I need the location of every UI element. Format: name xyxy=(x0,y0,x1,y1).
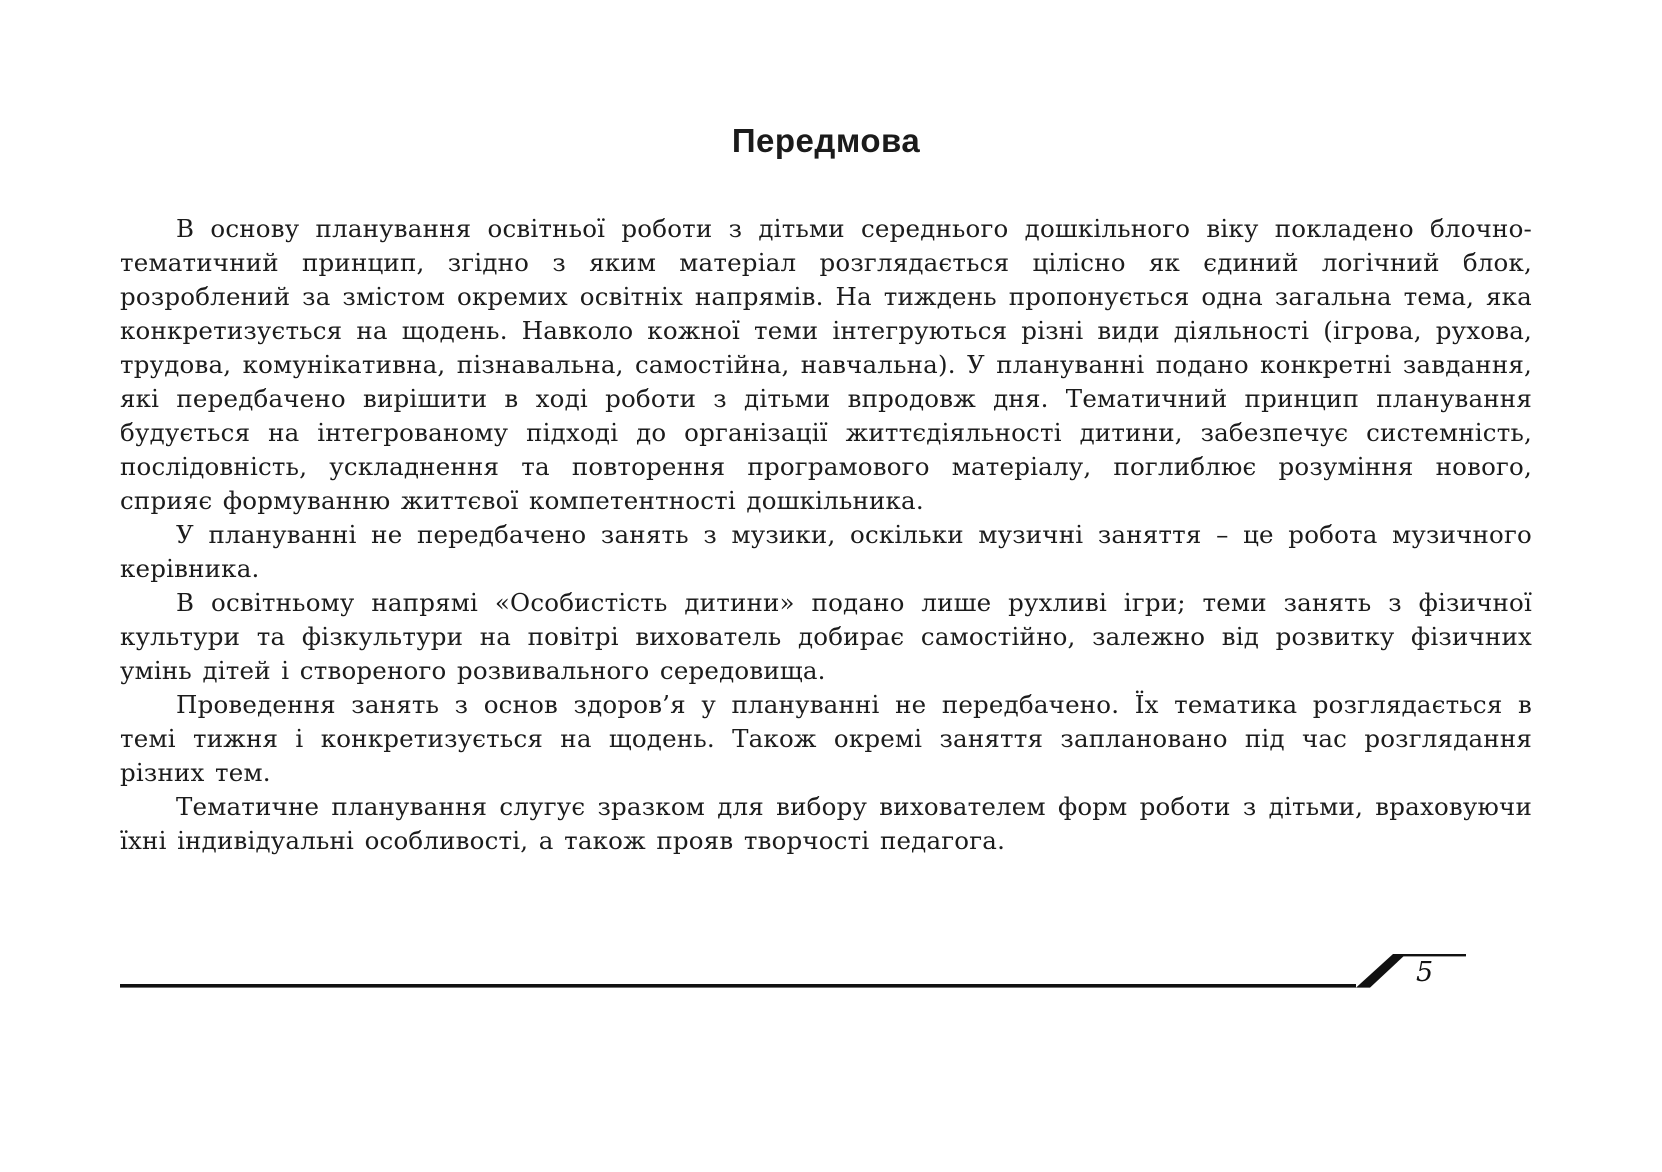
page-number: 5 xyxy=(1416,957,1434,988)
paragraph: Тематичне планування слугує зразком для вибору вихователем форм роботи з дітьми, враховуючи їхні індивідуальні особливості, а також прояв творчості педагога. xyxy=(120,792,1532,855)
paragraph: Проведення занять з основ здоров’я у плануванні не передбачено. Їх тематика розглядається в темі тижня і конкретизується на щодень. Також окремі заняття заплановано під час розглядання різних тем. xyxy=(120,690,1532,787)
page-title: Передмова xyxy=(731,122,921,159)
preface-text xyxy=(120,212,1532,858)
paragraph: У плануванні не передбачено занять з музики, оскільки музичні заняття – це робота музичного керівника. xyxy=(120,520,1532,583)
footer-rule xyxy=(120,945,1532,995)
footer-rule-diagonal xyxy=(1356,954,1406,988)
page-footer xyxy=(120,945,1532,995)
paragraph: В основу планування освітньої роботи з дітьми середнього дошкільного віку покладено блочно-тематичний принцип, згідно з яким матеріал розглядається цілісно як єдиний логічний блок, розроблений за змістом окремих освітніх напрямів. На тиждень пропонується одна загальна тема, яка конкретизується на щодень. Навколо кожної теми інтегруються різні види діяльності (ігрова, рухова, трудова, комунікативна, пізнавальна, самостійна, навчальна). У плануванні подано конкретні завдання, які передбачено вирішити в ході роботи з дітьми впродовж дня. Тематичний принцип планування будується на інтегрованому підході до організації життєдіяльності дитини, забезпечує системність, послідовність, ускладнення та повторення програмового матеріалу, поглиблює розуміння нового, сприяє формуванню життєвої компетентності дошкільника. xyxy=(120,214,1532,515)
paragraph: В освітньому напрямі «Особистість дитини» подано лише рухливі ігри; теми занять з фізичної культури та фізкультури на повітрі вихователь добирає самостійно, залежно від розвитку фізичних умінь дітей і створеного розвивального середовища. xyxy=(120,588,1532,685)
footer-rule-line xyxy=(120,984,1356,988)
